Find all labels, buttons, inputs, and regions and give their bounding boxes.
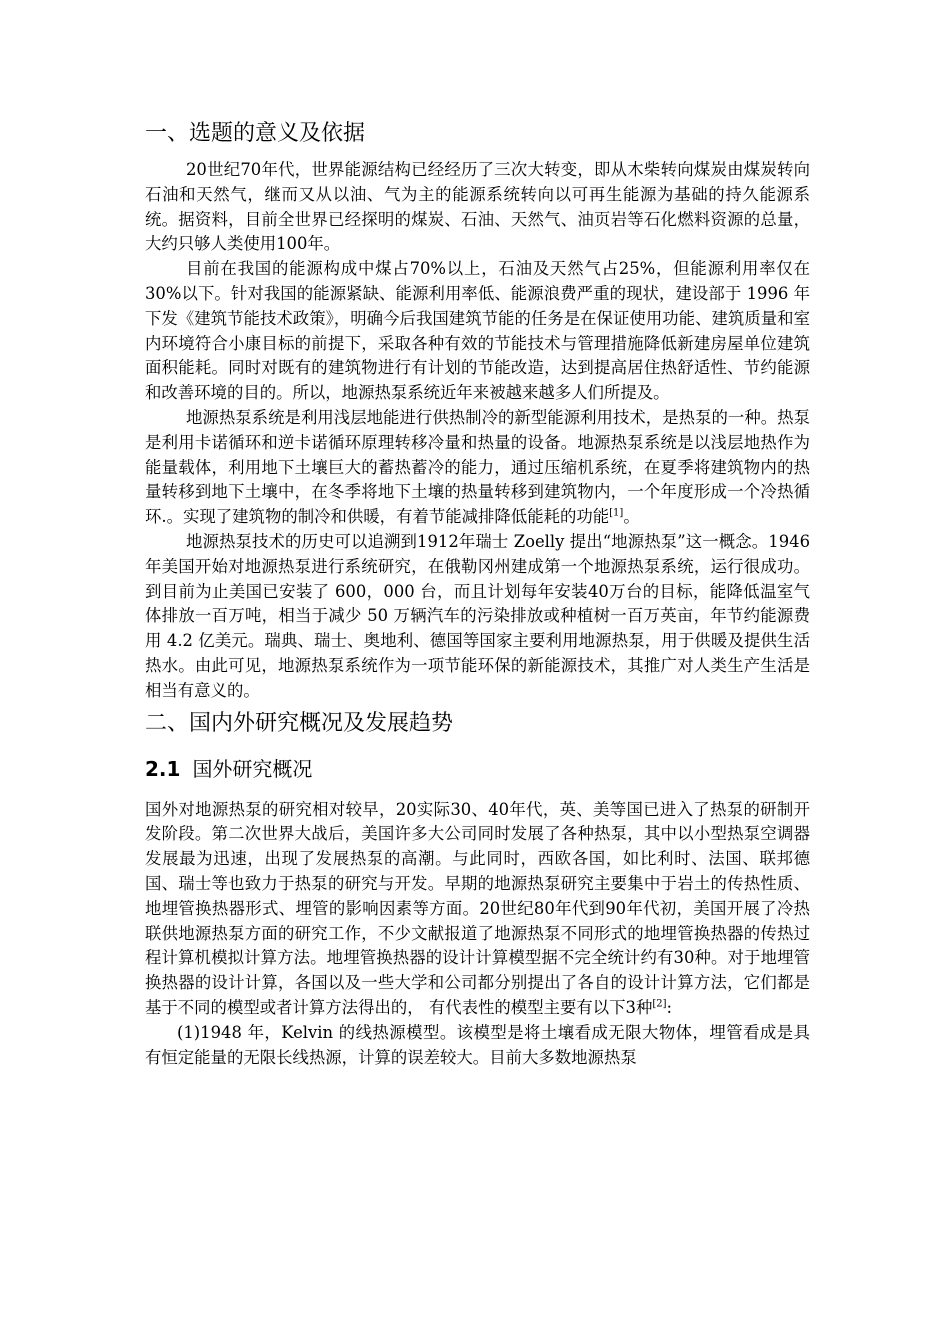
section2-heading: 二、国内外研究概况及发展趋势 [145, 710, 454, 736]
subsection-2-1-heading [145, 754, 810, 784]
citation-1: [1] [609, 507, 624, 519]
section1-heading: 一、选题的意义及依据 [145, 121, 366, 146]
subsection-number: 2.1 [145, 756, 181, 781]
section1-paragraph-3 [145, 406, 810, 530]
section2-paragraph-2: (1)1948 年，Kelvin 的线热源模型。该模型是将土壤看成无限大物体，埋管看成是具有恒定能量的无限长线热源，计算的误差较大。目前大多数地源热泵 [145, 1022, 810, 1067]
citation-2: [2] [652, 998, 667, 1010]
section1-paragraph-1: 20世纪70年代，世界能源结构已经经历了三次大转变，即从木柴转向煤炭由煤炭转向石油和天然气，继而又从以油、气为主的能源系统转向以可再生能源为基础的持久能源系统。据资料，目前全世界已经探明的煤炭、石油、天然气、油页岩等石化燃料资源的总量，大约只够人类使用100年。 [145, 160, 810, 254]
citation-2-tail: : [666, 997, 673, 1017]
section1-paragraph-4: 地源热泵技术的历史可以追溯到1912年瑞士 Zoelly 提出“地源热泵”这一概念。1946年美国开始对地源热泵进行系统研究，在俄勒冈州建成第一个地源热泵系统，运行很成功。到目前为止美国已安装了 600，000 台，而且计划每年安装40万台的目标，能降低温室气体排放一百万吨，相当于减少 50 万辆汽车的污染排放或种植树一百万英亩，年节约能源费用 4.2 亿美元。瑞典、瑞士、奥地利、德国等国家主要利用地源热泵，用于供暖及提供生活热水。由此可见，地源热泵系统作为一项节能环保的新能源技术，其推广对人类生产生活是相当有意义的。 [145, 531, 810, 700]
section2-paragraph-1-text: 国外对地源热泵的研究相对较早，20实际30、40年代，英、美等国已进入了热泵的研制开发阶段。第二次世界大战后，美国许多大公司同时发展了各种热泵，其中以小型热泵空调器发展最为迅速，出现了发展热泵的高潮。与此同时，西欧各国，如比利时、法国、联邦德国、瑞士等也致力于热泵的研究与开发。早期的地源热泵研究主要集中于岩土的传热性质、地埋管换热器形式、埋管的影响因素等方面。20世纪80年代到90年代初，美国开展了冷热联供地源热泵方面的研究工作，不少文献报道了地源热泵不同形式的地埋管换热器的传热过程计算机模拟计算方法。地埋管换热器的设计计算模型据不完全统计约有30种。对于地埋管换热器的设计计算，各国以及一些大学和公司都分别提出了各自的设计计算方法，它们都是基于不同的模型或者计算方法得出的， 有代表性的模型主要有以下3种 [145, 799, 810, 1017]
section1-paragraph-3-text: 地源热泵系统是利用浅层地能进行供热制冷的新型能源利用技术，是热泵的一种。热泵是利用卡诺循环和逆卡诺循环原理转移冷量和热量的设备。地源热泵系统是以浅层地热作为能量载体，利用地下土壤巨大的蓄热蓄冷的能力，通过压缩机系统，在夏季将建筑物内的热量转移到地下土壤中，在冬季将地下土壤的热量转移到建筑物内，一个年度形成一个冷热循环.。实现了建筑物的制冷和供暖，有着节能减排降低能耗的功能 [145, 407, 810, 527]
section2-paragraph-1 [145, 798, 810, 1021]
citation-1-tail: 。 [623, 507, 640, 527]
subsection-title: 国外研究概况 [192, 756, 313, 781]
section1-paragraph-2: 目前在我国的能源构成中煤占70%以上，石油及天然气占25%，但能源利用率仅在 30%以下。针对我国的能源紧缺、能源利用率低、能源浪费严重的现状，建设部于 1996 年下发《建筑节能技术政策》，明确今后我国建筑节能的任务是在保证使用功能、建筑质量和室内环境符合小康目标的前提下，采取各种有效的节能技术与管理措施降低新建房屋单位建筑面积能耗。同时对既有的建筑物进行有计划的节能改造，达到提高居住热舒适性、节约能源和改善环境的目的。所以，地源热泵系统近年来被越来越多人们所提及。 [145, 259, 810, 403]
document-body [145, 118, 810, 1070]
